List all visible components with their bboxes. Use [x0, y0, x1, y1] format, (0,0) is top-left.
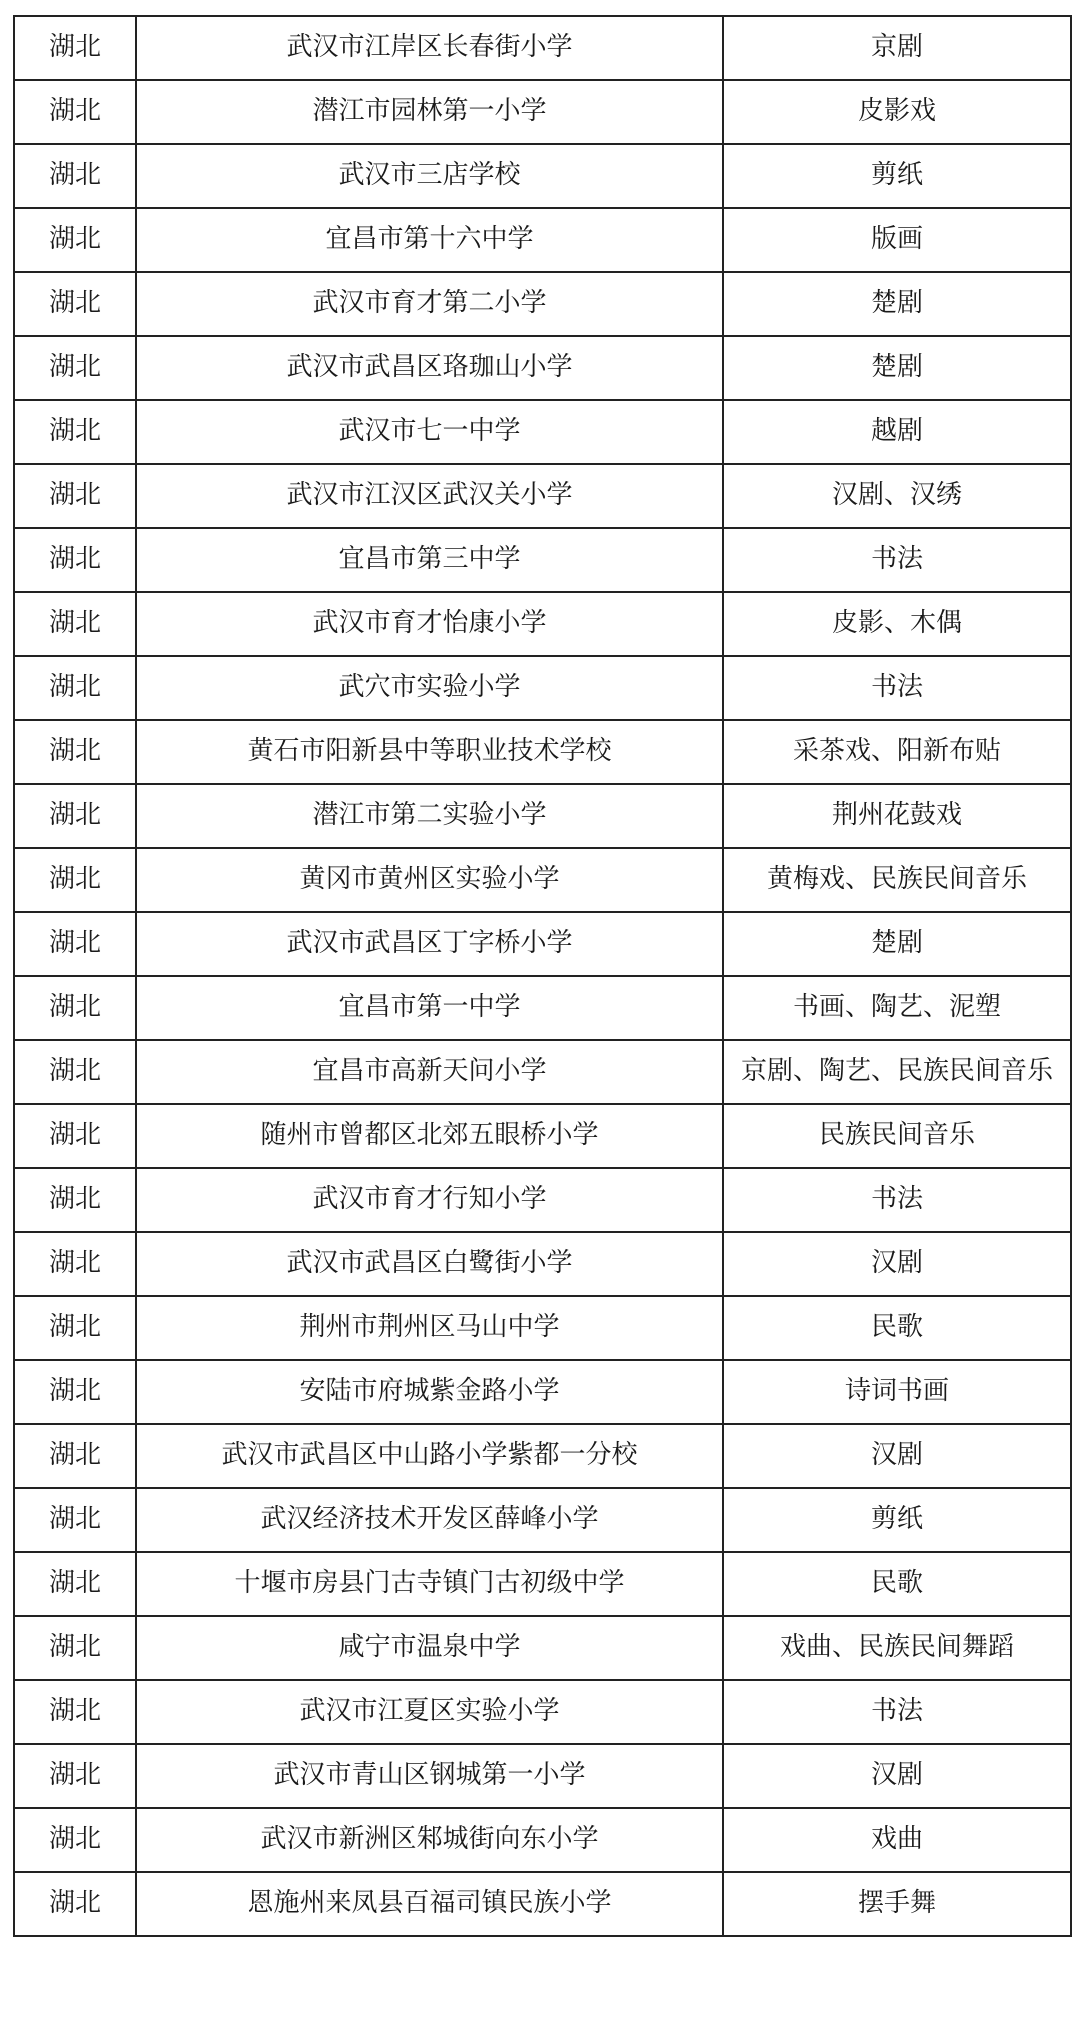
- school-name-cell: 黄石市阳新县中等职业技术学校: [136, 720, 723, 784]
- table-row: [14, 528, 1071, 592]
- project-cell: 诗词书画: [723, 1360, 1071, 1424]
- project-cell: 民歌: [723, 1552, 1071, 1616]
- province-cell: 湖北: [14, 848, 136, 912]
- school-name-cell: 宜昌市第十六中学: [136, 208, 723, 272]
- school-name-cell: 武汉市育才行知小学: [136, 1168, 723, 1232]
- province-cell: 湖北: [14, 1232, 136, 1296]
- project-cell: 民歌: [723, 1296, 1071, 1360]
- table-row: [14, 1552, 1071, 1616]
- project-cell: 楚剧: [723, 336, 1071, 400]
- province-cell: 湖北: [14, 1168, 136, 1232]
- table-row: [14, 1424, 1071, 1488]
- table-row: [14, 1040, 1071, 1104]
- table-row: [14, 336, 1071, 400]
- table-row: [14, 144, 1071, 208]
- project-cell: 版画: [723, 208, 1071, 272]
- project-cell: 摆手舞: [723, 1872, 1071, 1936]
- project-cell: 汉剧、汉绣: [723, 464, 1071, 528]
- project-cell: 汉剧: [723, 1744, 1071, 1808]
- table-row: [14, 1616, 1071, 1680]
- table-row: [14, 720, 1071, 784]
- table-row: [14, 464, 1071, 528]
- school-name-cell: 黄冈市黄州区实验小学: [136, 848, 723, 912]
- project-cell: 书画、陶艺、泥塑: [723, 976, 1071, 1040]
- school-name-cell: 武汉市江夏区实验小学: [136, 1680, 723, 1744]
- table-row: [14, 80, 1071, 144]
- school-name-cell: 咸宁市温泉中学: [136, 1616, 723, 1680]
- table-row: [14, 976, 1071, 1040]
- province-cell: 湖北: [14, 592, 136, 656]
- table-row: [14, 272, 1071, 336]
- table-row: [14, 16, 1071, 80]
- project-cell: 汉剧: [723, 1232, 1071, 1296]
- school-name-cell: 武穴市实验小学: [136, 656, 723, 720]
- school-name-cell: 武汉市武昌区中山路小学紫都一分校: [136, 1424, 723, 1488]
- school-name-cell: 荆州市荆州区马山中学: [136, 1296, 723, 1360]
- province-cell: 湖北: [14, 272, 136, 336]
- table-row: [14, 1872, 1071, 1936]
- project-cell: 剪纸: [723, 1488, 1071, 1552]
- school-name-cell: 武汉市七一中学: [136, 400, 723, 464]
- province-cell: 湖北: [14, 1040, 136, 1104]
- school-name-cell: 武汉市育才怡康小学: [136, 592, 723, 656]
- province-cell: 湖北: [14, 528, 136, 592]
- table-row: [14, 784, 1071, 848]
- province-cell: 湖北: [14, 1872, 136, 1936]
- project-cell: 书法: [723, 656, 1071, 720]
- province-cell: 湖北: [14, 80, 136, 144]
- province-cell: 湖北: [14, 400, 136, 464]
- table-body: [14, 16, 1071, 1936]
- project-cell: 黄梅戏、民族民间音乐: [723, 848, 1071, 912]
- school-name-cell: 武汉市武昌区丁字桥小学: [136, 912, 723, 976]
- table-row: [14, 1360, 1071, 1424]
- project-cell: 荆州花鼓戏: [723, 784, 1071, 848]
- province-cell: 湖北: [14, 1424, 136, 1488]
- school-name-cell: 宜昌市高新天问小学: [136, 1040, 723, 1104]
- school-name-cell: 武汉市江岸区长春街小学: [136, 16, 723, 80]
- project-cell: 戏曲: [723, 1808, 1071, 1872]
- project-cell: 皮影戏: [723, 80, 1071, 144]
- project-cell: 京剧、陶艺、民族民间音乐: [723, 1040, 1071, 1104]
- school-name-cell: 宜昌市第三中学: [136, 528, 723, 592]
- project-cell: 书法: [723, 1168, 1071, 1232]
- project-cell: 书法: [723, 528, 1071, 592]
- school-name-cell: 武汉市新洲区邾城街向东小学: [136, 1808, 723, 1872]
- province-cell: 湖北: [14, 1808, 136, 1872]
- province-cell: 湖北: [14, 1296, 136, 1360]
- province-cell: 湖北: [14, 1104, 136, 1168]
- province-cell: 湖北: [14, 16, 136, 80]
- project-cell: 采茶戏、阳新布贴: [723, 720, 1071, 784]
- project-cell: 皮影、木偶: [723, 592, 1071, 656]
- project-cell: 戏曲、民族民间舞蹈: [723, 1616, 1071, 1680]
- project-cell: 剪纸: [723, 144, 1071, 208]
- school-name-cell: 武汉市青山区钢城第一小学: [136, 1744, 723, 1808]
- school-name-cell: 武汉市育才第二小学: [136, 272, 723, 336]
- table-row: [14, 400, 1071, 464]
- school-name-cell: 随州市曾都区北郊五眼桥小学: [136, 1104, 723, 1168]
- school-name-cell: 武汉市武昌区白鹭街小学: [136, 1232, 723, 1296]
- project-cell: 书法: [723, 1680, 1071, 1744]
- province-cell: 湖北: [14, 912, 136, 976]
- table-row: [14, 656, 1071, 720]
- school-name-cell: 武汉经济技术开发区薛峰小学: [136, 1488, 723, 1552]
- school-list-table: [13, 15, 1072, 1937]
- table-row: [14, 1168, 1071, 1232]
- project-cell: 越剧: [723, 400, 1071, 464]
- project-cell: 京剧: [723, 16, 1071, 80]
- school-name-cell: 宜昌市第一中学: [136, 976, 723, 1040]
- school-name-cell: 恩施州来凤县百福司镇民族小学: [136, 1872, 723, 1936]
- table-row: [14, 1808, 1071, 1872]
- school-name-cell: 潜江市园林第一小学: [136, 80, 723, 144]
- school-name-cell: 十堰市房县门古寺镇门古初级中学: [136, 1552, 723, 1616]
- table-row: [14, 912, 1071, 976]
- table-row: [14, 1296, 1071, 1360]
- project-cell: 楚剧: [723, 912, 1071, 976]
- table-row: [14, 1680, 1071, 1744]
- province-cell: 湖北: [14, 976, 136, 1040]
- province-cell: 湖北: [14, 720, 136, 784]
- province-cell: 湖北: [14, 1360, 136, 1424]
- province-cell: 湖北: [14, 1744, 136, 1808]
- table-row: [14, 208, 1071, 272]
- province-cell: 湖北: [14, 336, 136, 400]
- school-name-cell: 武汉市三店学校: [136, 144, 723, 208]
- school-name-cell: 安陆市府城紫金路小学: [136, 1360, 723, 1424]
- province-cell: 湖北: [14, 144, 136, 208]
- school-name-cell: 武汉市武昌区珞珈山小学: [136, 336, 723, 400]
- project-cell: 民族民间音乐: [723, 1104, 1071, 1168]
- table-row: [14, 848, 1071, 912]
- province-cell: 湖北: [14, 208, 136, 272]
- province-cell: 湖北: [14, 1488, 136, 1552]
- table-row: [14, 592, 1071, 656]
- province-cell: 湖北: [14, 656, 136, 720]
- table-row: [14, 1104, 1071, 1168]
- project-cell: 楚剧: [723, 272, 1071, 336]
- table-row: [14, 1488, 1071, 1552]
- table-row: [14, 1744, 1071, 1808]
- project-cell: 汉剧: [723, 1424, 1071, 1488]
- province-cell: 湖北: [14, 464, 136, 528]
- school-name-cell: 潜江市第二实验小学: [136, 784, 723, 848]
- table-row: [14, 1232, 1071, 1296]
- province-cell: 湖北: [14, 784, 136, 848]
- province-cell: 湖北: [14, 1552, 136, 1616]
- school-name-cell: 武汉市江汉区武汉关小学: [136, 464, 723, 528]
- province-cell: 湖北: [14, 1680, 136, 1744]
- province-cell: 湖北: [14, 1616, 136, 1680]
